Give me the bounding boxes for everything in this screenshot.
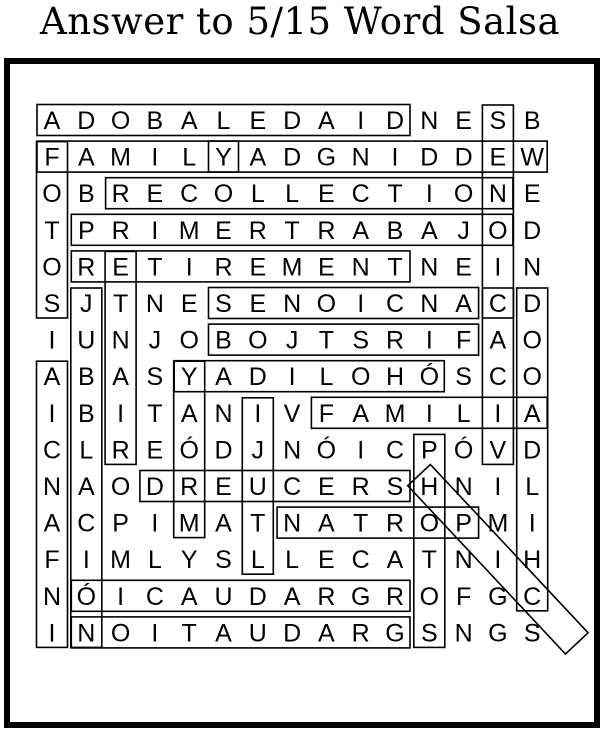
grid-letter: T [147, 399, 163, 428]
grid-letter: V [283, 399, 301, 428]
grid-letter: N [351, 253, 370, 282]
grid-letter: A [455, 290, 472, 318]
grid-letter: R [214, 253, 233, 282]
grid-letter: I [151, 216, 159, 245]
grid-letter: I [391, 143, 399, 172]
grid-letter: G [488, 619, 508, 648]
grid-letter: D [523, 436, 542, 465]
grid-letter: J [80, 290, 93, 318]
grid-letter: A [352, 216, 370, 245]
grid-letter: A [43, 509, 61, 538]
grid-letter: A [215, 619, 232, 648]
grid-letter: T [387, 180, 403, 209]
grid-letter: A [180, 582, 198, 611]
grid-letter: C [523, 582, 542, 611]
grid-letter: I [48, 326, 56, 355]
grid-letter: I [151, 143, 159, 172]
grid-letter: Ó [453, 436, 474, 465]
grid-letter: A [386, 546, 404, 575]
grid-letter: N [488, 180, 507, 209]
grid-letter: N [454, 619, 473, 648]
grid-letter: B [77, 363, 95, 392]
grid-letter: L [319, 363, 334, 392]
grid-letter: M [110, 546, 132, 575]
grid-letter: J [285, 326, 299, 355]
grid-letter: R [317, 216, 336, 245]
grid-letter: D [385, 107, 405, 135]
grid-letter: J [251, 436, 265, 465]
grid-letter: A [420, 216, 438, 245]
grid-letter: U [214, 582, 233, 611]
grid-letter: S [489, 107, 507, 135]
grid-letter: O [350, 363, 371, 392]
grid-letter: R [385, 582, 405, 611]
grid-letter: E [249, 253, 267, 282]
grid-letter: L [216, 107, 231, 135]
grid-letter: Ó [76, 582, 97, 611]
grid-letter: E [318, 546, 335, 575]
grid-letter: A [77, 143, 95, 172]
grid-letter: Y [180, 363, 198, 392]
grid-letter: I [117, 399, 125, 428]
grid-letter: M [384, 399, 406, 428]
grid-letter: S [215, 290, 232, 318]
answer-box [277, 507, 479, 538]
grid-letter: D [283, 619, 302, 648]
grid-letter: C [283, 473, 302, 501]
grid-letter: E [215, 216, 232, 245]
grid-letter: D [283, 143, 302, 172]
grid-letter: O [488, 216, 508, 245]
grid-letter: O [42, 253, 62, 282]
grid-letter: C [77, 509, 96, 538]
answer-box [106, 178, 513, 209]
grid-letter: G [385, 619, 405, 648]
grid-letter: C [180, 180, 199, 209]
grid-letter: E [180, 290, 198, 318]
grid-letter: I [528, 509, 536, 538]
grid-letter: R [111, 436, 130, 465]
grid-letter: O [453, 180, 474, 209]
grid-letter: N [214, 399, 233, 428]
grid-letter: R [317, 582, 336, 611]
grid-letter: O [248, 326, 268, 355]
grid-letter: A [43, 107, 61, 135]
grid-letter: U [248, 619, 267, 648]
grid-letter: E [489, 143, 507, 172]
grid-letter: S [455, 363, 472, 392]
grid-letter: H [523, 546, 542, 575]
grid-letter: I [48, 399, 56, 428]
grid-letter: O [213, 180, 234, 209]
grid-letter: S [146, 363, 164, 392]
grid-letter: T [421, 546, 437, 575]
grid-letter: J [148, 326, 162, 355]
grid-letter: I [425, 399, 433, 428]
grid-letter: D [283, 107, 302, 135]
grid-letter: N [420, 290, 439, 318]
grid-letter: O [419, 509, 440, 538]
grid-letter: H [385, 363, 405, 392]
grid-letter: D [145, 473, 164, 501]
grid-letter: E [215, 473, 232, 501]
grid-letter: N [145, 290, 164, 318]
grid-letter: R [111, 180, 130, 209]
grid-letter: C [385, 290, 405, 318]
grid-letter: S [352, 326, 370, 355]
grid-letter: R [111, 216, 130, 245]
grid-letter: E [146, 180, 164, 209]
grid-letter: N [420, 253, 439, 282]
grid-letter: F [44, 546, 60, 575]
grid-letter: I [357, 290, 365, 318]
grid-letter: N [283, 290, 302, 318]
grid-letter: I [494, 253, 502, 282]
grid-letter: D [523, 290, 542, 318]
grid-letter: E [146, 436, 164, 465]
grid-letter: E [455, 253, 472, 282]
grid-letter: D [454, 143, 473, 172]
grid-letter: B [386, 216, 404, 245]
grid-letter: P [455, 509, 472, 538]
grid-letter: C [351, 180, 370, 209]
grid-letter: O [179, 326, 199, 355]
grid-letter: F [455, 326, 472, 355]
grid-letter: D [420, 143, 439, 172]
grid-letter: I [494, 473, 502, 501]
grid-letter: E [249, 107, 267, 135]
grid-letter: S [420, 619, 438, 648]
grid-letter: T [284, 216, 300, 245]
grid-letter: M [110, 143, 132, 172]
grid-letter: I [151, 619, 159, 648]
grid-letter: R [351, 619, 370, 648]
grid-letter: B [146, 107, 164, 135]
grid-letter: I [117, 582, 125, 611]
grid-letter: I [185, 253, 193, 282]
grid-letter: A [352, 399, 370, 428]
grid-letter: M [178, 216, 200, 245]
grid-letter: N [454, 546, 473, 575]
grid-letter: M [178, 509, 200, 538]
grid-letter: D [77, 107, 96, 135]
grid-letter: Ó [419, 363, 440, 392]
grid-letter: B [77, 399, 95, 428]
grid-letter: L [285, 180, 300, 209]
grid-letter: I [82, 546, 90, 575]
grid-letter: T [387, 253, 403, 282]
grid-letter: O [42, 180, 62, 209]
grid-letter: A [283, 582, 301, 611]
grid-letter: P [77, 216, 95, 245]
grid-letter: A [112, 363, 129, 392]
grid-letter: A [318, 107, 335, 135]
grid-letter: A [180, 107, 198, 135]
grid-letter: S [523, 619, 541, 648]
grid-letter: E [523, 180, 541, 209]
grid-letter: I [425, 180, 433, 209]
grid-letter: A [180, 399, 198, 428]
grid-letter: D [248, 363, 267, 392]
grid-letter: C [385, 436, 405, 465]
grid-letter: E [318, 180, 335, 209]
grid-letter: O [110, 619, 131, 648]
grid-letter: D [248, 582, 267, 611]
page-title: Answer to 5/15 Word Salsa [39, 0, 561, 43]
grid-letter: R [351, 473, 370, 501]
grid-letter: L [182, 143, 197, 172]
grid-letter: T [147, 253, 163, 282]
grid-letter: A [249, 143, 267, 172]
grid-letter: U [77, 326, 96, 355]
grid-letter: E [318, 253, 335, 282]
grid-letter: O [110, 107, 131, 135]
grid-letter: L [250, 180, 265, 209]
grid-letter: N [283, 436, 302, 465]
grid-letter: H [420, 473, 439, 501]
grid-letter: I [357, 107, 365, 135]
grid-letter: Ó [316, 436, 337, 465]
grid-letter: L [147, 546, 162, 575]
grid-letter: C [351, 546, 370, 575]
grid-letter: L [79, 436, 94, 465]
grid-letter: I [48, 619, 56, 648]
grid-letter: E [455, 107, 472, 135]
grid-letter: T [181, 619, 197, 648]
answer-box [482, 105, 513, 318]
grid-letter: C [42, 436, 62, 465]
grid-letter: I [357, 436, 365, 465]
grid-letter: E [112, 253, 129, 282]
answer-box [105, 251, 136, 464]
grid-letter: F [455, 582, 472, 611]
grid-letter: R [248, 216, 267, 245]
grid-letter: O [110, 473, 131, 501]
grid-letter: O [419, 582, 440, 611]
grid-letter: D [214, 436, 233, 465]
grid-letter: B [77, 180, 95, 209]
grid-letter: S [386, 473, 404, 501]
grid-letter: U [248, 473, 267, 501]
grid-letter: L [525, 473, 540, 501]
grid-letter: N [283, 509, 302, 538]
grid-letter: A [43, 363, 61, 392]
grid-letter: B [523, 107, 541, 135]
grid-letter: T [112, 290, 129, 318]
grid-letter: D [523, 216, 542, 245]
grid-letter: L [250, 546, 265, 575]
grid-letter: I [254, 399, 262, 428]
grid-letter: R [180, 473, 199, 501]
grid-letter: L [456, 399, 471, 428]
grid-letter: I [494, 399, 502, 428]
grid-letter: F [318, 399, 335, 428]
grid-letter: I [151, 509, 159, 538]
grid-letter: O [522, 326, 542, 355]
grid-letter: Ó [179, 436, 199, 465]
grid-letter: M [487, 509, 509, 538]
grid-letter: A [523, 399, 541, 428]
grid-letter: P [420, 436, 438, 465]
grid-letter: N [111, 326, 130, 355]
grid-letter: N [351, 143, 370, 172]
grid-letter: O [522, 363, 542, 392]
grid-letter: Y [180, 546, 198, 575]
grid-letter: C [488, 290, 507, 318]
grid-letter: I [494, 546, 502, 575]
grid-letter: R [77, 253, 96, 282]
grid-letter: S [43, 290, 61, 318]
grid-letter: W [520, 143, 545, 172]
grid-letter: E [318, 473, 335, 501]
grid-letter: R [385, 509, 405, 538]
grid-letter: G [488, 582, 508, 611]
grid-letter: T [353, 509, 369, 538]
grid-letter: N [523, 253, 542, 282]
grid-letter: J [457, 216, 470, 245]
grid-letter: M [281, 253, 303, 282]
grid-letter: R [385, 326, 405, 355]
grid-letter: B [215, 326, 232, 355]
grid-letter: S [215, 546, 232, 575]
grid-letter: N [420, 107, 439, 135]
grid-letter: F [44, 143, 60, 172]
grid-letter: N [77, 619, 96, 648]
grid-letter: A [215, 363, 232, 392]
grid-letter: A [318, 509, 335, 538]
grid-letter: G [316, 143, 337, 172]
grid-letter: A [77, 473, 95, 501]
grid-letter: N [42, 582, 62, 611]
grid-letter: N [454, 473, 473, 501]
grid-letter: Y [215, 143, 232, 172]
grid-letter: L [285, 546, 300, 575]
grid-letter: V [489, 436, 507, 465]
grid-letter: I [288, 363, 296, 392]
grid-letter: G [350, 582, 371, 611]
grid-letter: T [318, 326, 335, 355]
grid-letter: N [42, 473, 62, 501]
grid-letter: A [318, 619, 335, 648]
grid-letter: C [488, 363, 507, 392]
grid-letter: P [112, 509, 129, 538]
grid-letter: A [215, 509, 232, 538]
grid-letter: E [249, 290, 267, 318]
grid-letter: C [145, 582, 164, 611]
grid-letter: I [425, 326, 433, 355]
grid-letter: O [316, 290, 337, 318]
grid-letter: T [250, 509, 266, 538]
grid-letter: A [489, 326, 507, 355]
grid-letter: T [44, 216, 60, 245]
